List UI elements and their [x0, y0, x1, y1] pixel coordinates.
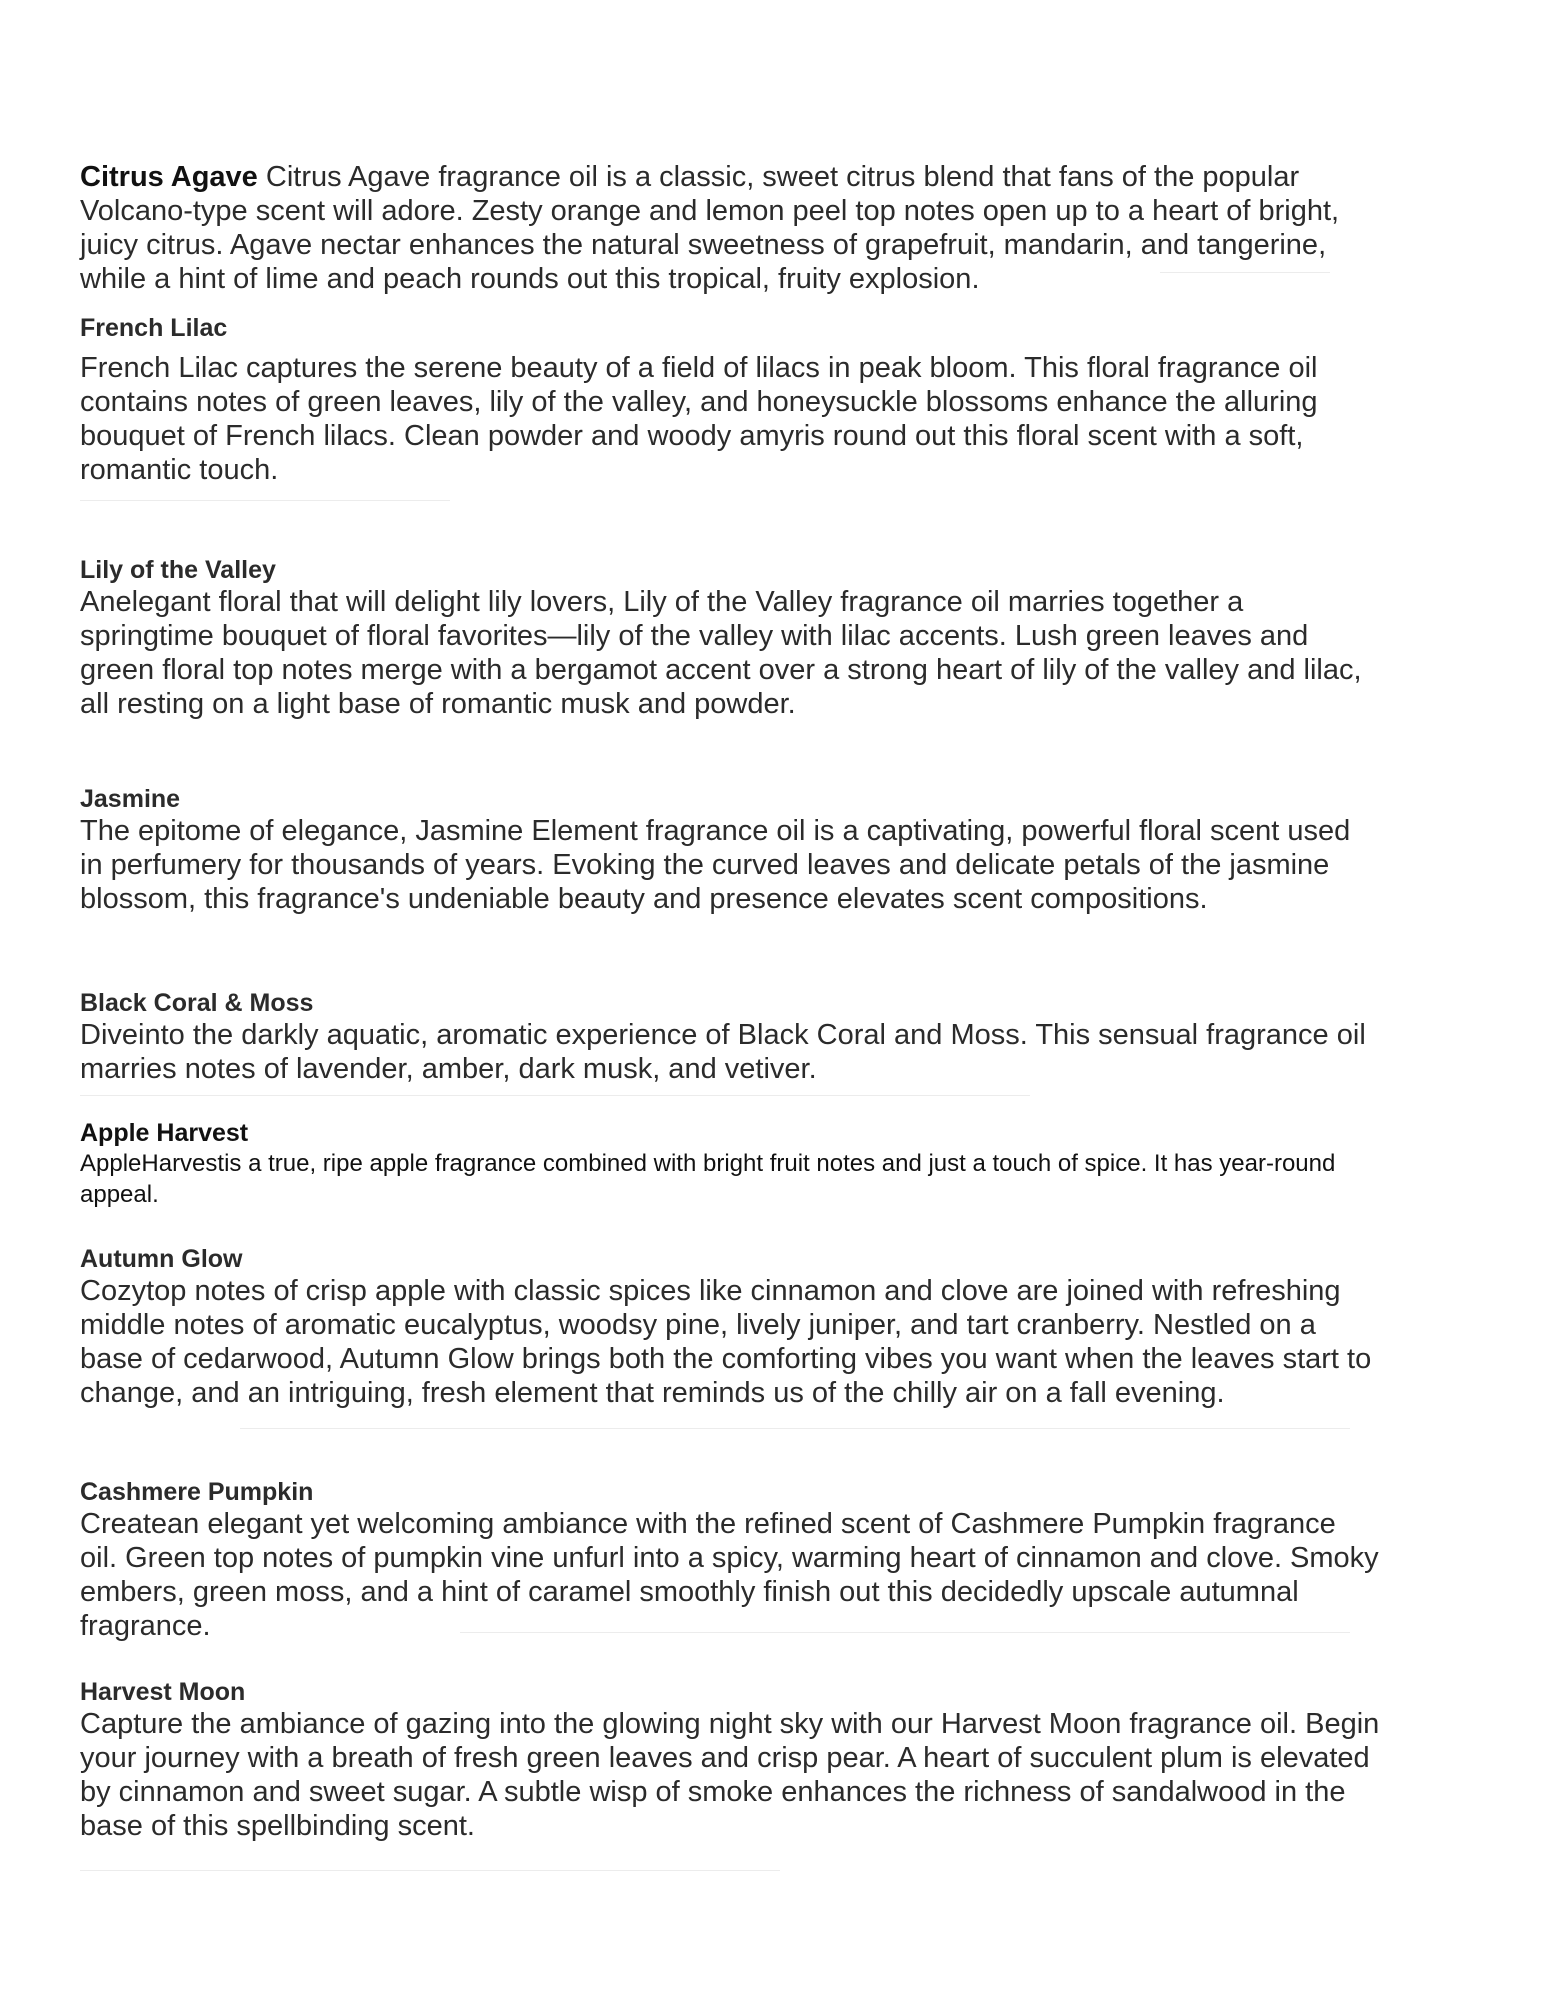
fragrance-title: Jasmine — [80, 785, 181, 813]
fragrance-entry-apple-harvest — [80, 1118, 1380, 1210]
fragrance-description: Capture the ambiance of gazing into the glowing night sky with our Harvest Moon fragrance oil. Begin your journey with a breath of fresh green leaves and crisp pear. A heart of succulent plum is elevated by cinnamon and sweet sugar. A subtle wisp of smoke enhances the richness of sandalwood in the base of this spellbinding scent. — [80, 1708, 1380, 1842]
fragrance-title: Harvest Moon — [80, 1678, 246, 1706]
fragrance-entry-black-coral-moss — [80, 988, 1380, 1086]
fragrance-description: French Lilac captures the serene beauty of a field of lilacs in peak bloom. This floral fragrance oil contains notes of green leaves, lily of the valley, and honeysuckle blossoms enhance the alluring bouquet of French lilacs. Clean powder and woody amyris round out this floral scent with a soft, romantic touch. — [80, 352, 1318, 486]
fragrance-title: Black Coral & Moss — [80, 989, 314, 1017]
fragrance-title: Apple Harvest — [80, 1119, 249, 1147]
faint-rule — [240, 1428, 1350, 1429]
fragrance-description: Citrus Agave fragrance oil is a classic, sweet citrus blend that fans of the popular Volcano-type scent will adore. Zesty orange and lemon peel top notes open up to a heart of bright, juicy citrus. Agave nectar enhances the natural sweetness of grapefruit, mandarin, and tangerine, while a hint of lime and peach rounds out this tropical, fruity explosion. — [80, 161, 1340, 295]
fragrance-entry-jasmine — [80, 784, 1380, 916]
fragrance-description: Createan elegant yet welcoming ambiance with the refined scent of Cashmere Pumpkin fragrance oil. Green top notes of pumpkin vine unfurl into a spicy, warming heart of cinnamon and clove. Smoky embers, green moss, and a hint of caramel smoothly finish out this decidedly upscale autumnal fragrance. — [80, 1508, 1379, 1642]
fragrance-entry-harvest-moon — [80, 1677, 1380, 1843]
fragrance-title: Lily of the Valley — [80, 556, 276, 584]
fragrance-description: AppleHarvestis a true, ripe apple fragrance combined with bright fruit notes and just a touch of spice. It has year-round appeal. — [80, 1150, 1336, 1208]
faint-rule — [1160, 272, 1330, 273]
faint-rule — [80, 500, 450, 501]
fragrance-entry-french-lilac — [80, 313, 1380, 487]
fragrance-entry-lily-of-the-valley — [80, 555, 1380, 721]
faint-rule — [460, 1632, 1350, 1633]
fragrance-entry-citrus-agave — [80, 160, 1380, 296]
fragrance-title: French Lilac — [80, 314, 228, 342]
fragrance-description: Diveinto the darkly aquatic, aromatic experience of Black Coral and Moss. This sensual fragrance oil marries notes of lavender, amber, dark musk, and vetiver. — [80, 1019, 1366, 1085]
fragrance-title: Autumn Glow — [80, 1245, 243, 1273]
fragrance-title: Citrus Agave — [80, 161, 266, 193]
fragrance-description: The epitome of elegance, Jasmine Element fragrance oil is a captivating, powerful floral scent used in perfumery for thousands of years. Evoking the curved leaves and delicate petals of the jasmine blossom, this fragrance's undeniable beauty and presence elevates scent compositions. — [80, 815, 1351, 915]
fragrance-description: Cozytop notes of crisp apple with classic spices like cinnamon and clove are joined with refreshing middle notes of aromatic eucalyptus, woodsy pine, lively juniper, and tart cranberry. Nestled on a base of cedarwood, Autumn Glow brings both the comforting vibes you want when the leaves start to change, and an intriguing, fresh element that reminds us of the chilly air on a fall evening. — [80, 1275, 1372, 1409]
faint-rule — [80, 1095, 1030, 1096]
faint-rule — [80, 1870, 780, 1871]
fragrance-title: Cashmere Pumpkin — [80, 1478, 314, 1506]
fragrance-entry-autumn-glow — [80, 1244, 1380, 1410]
fragrance-entry-cashmere-pumpkin — [80, 1477, 1380, 1643]
fragrance-description: Anelegant floral that will delight lily lovers, Lily of the Valley fragrance oil marries together a springtime bouquet of floral favorites—lily of the valley with lilac accents. Lush green leaves and green floral top notes merge with a bergamot accent over a strong heart of lily of the valley and lilac, all resting on a light base of romantic musk and powder. — [80, 586, 1362, 720]
